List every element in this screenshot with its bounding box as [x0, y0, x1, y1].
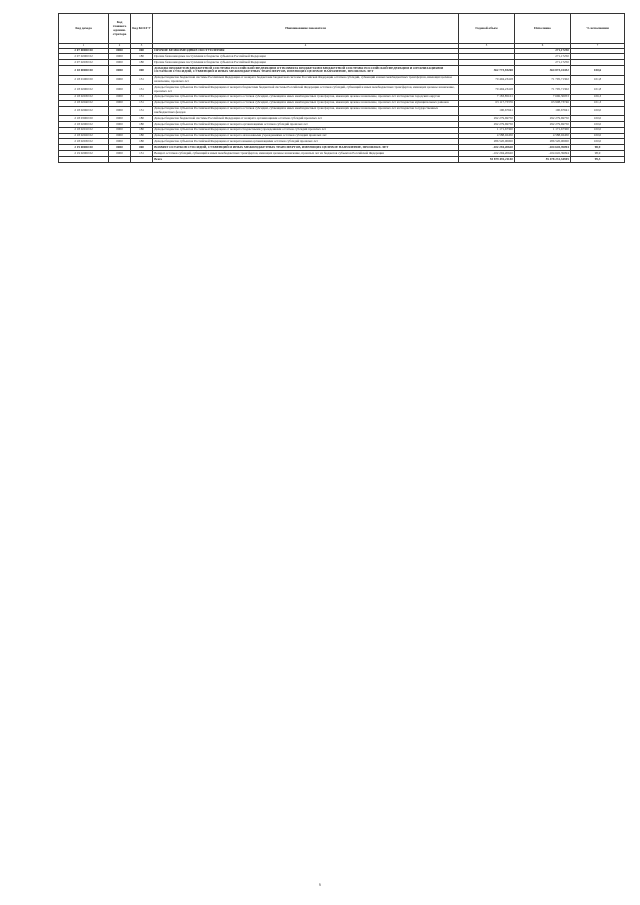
total-empty-cell: [131, 157, 153, 163]
cell-percent: 106,3: [571, 94, 625, 100]
header-income-code: Код дохода: [59, 14, 109, 44]
cell-annual: 286 520,00000: [459, 139, 515, 145]
cell-income-code: 2 18 02030 02: [59, 139, 109, 145]
total-executed: 55 478 231,34945: [515, 157, 571, 163]
cell-admin-code: 0000: [109, 85, 131, 95]
cell-name: Доходы бюджетов бюджетной системы Российской Федерации от возврата организациями остатков субсидий прошлых лет: [153, 116, 459, 122]
cell-kosgu: 180: [131, 139, 153, 145]
cell-kosgu: 000: [131, 66, 153, 76]
cell-annual: 63 117,73376: [459, 100, 515, 106]
column-number: 3: [131, 44, 153, 48]
header-name: Наименование показателя: [153, 14, 459, 44]
cell-annual: 190,67941: [459, 106, 515, 116]
cell-admin-code: 0000: [109, 100, 131, 106]
cell-income-code: 2 07 02030 02: [59, 60, 109, 66]
cell-executed: 292 279,69750: [515, 116, 571, 122]
header-annual: Годовой объем: [459, 14, 515, 44]
column-number: 5: [459, 44, 515, 48]
cell-name: ПРОЧИЕ БЕЗВОЗМЕЗДНЫЕ ПОСТУПЛЕНИЯ: [153, 48, 459, 54]
table-header-row: [59, 14, 625, 44]
cell-executed: 271,17250: [515, 60, 571, 66]
column-number: 4: [153, 44, 459, 48]
column-number: 6: [515, 44, 571, 48]
cell-name: Доходы бюджетов бюджетной системы Российской Федерации от возврата бюджетами бюджетной системы Российской Федерации остатков субсидий, субвенций и иных межбюджетных трансфертов, имеющих целевое назначение, прошлых лет: [153, 75, 459, 85]
cell-name: Возврат остатков субсидий, субвенций и иных межбюджетных трансфертов, имеющих целевое назначение, прошлых лет из бюджетов субъектов Российской Федерации: [153, 151, 459, 157]
cell-percent: 100,0: [571, 139, 625, 145]
cell-annual: 70 494,23418: [459, 75, 515, 85]
cell-income-code: 2 18 02020 02: [59, 133, 109, 139]
cell-name: Доходы бюджетов субъектов Российской Федерации от возврата остатков субсидий, субвенций и иных межбюджетных трансфертов, имеющих целевое назначение, прошлых лет из бюджетов государственных внебюджетных фондов: [153, 106, 459, 116]
cell-percent: 101,3: [571, 100, 625, 106]
cell-admin-code: 0000: [109, 75, 131, 85]
cell-admin-code: 0000: [109, 145, 131, 151]
cell-admin-code: 0000: [109, 133, 131, 139]
cell-admin-code: 0000: [109, 139, 131, 145]
cell-income-code: 2 18 02000 02: [59, 85, 109, 95]
cell-income-code: 2 18 03000 00: [59, 116, 109, 122]
cell-income-code: 2 18 02040 02: [59, 100, 109, 106]
cell-percent: 101,8: [571, 75, 625, 85]
cell-executed: 271,17250: [515, 48, 571, 54]
cell-admin-code: 0000: [109, 94, 131, 100]
cell-admin-code: 0000: [109, 48, 131, 54]
cell-income-code: 2 18 01000 00: [59, 75, 109, 85]
total-annual: 55 879 491,21140: [459, 157, 515, 163]
cell-executed: -104 645,39094: [515, 145, 571, 151]
cell-admin-code: 0000: [109, 54, 131, 60]
cell-annual: 1 171,67300: [459, 127, 515, 133]
cell-executed: 1 171,67300: [515, 127, 571, 133]
cell-percent: 100,0: [571, 133, 625, 139]
header-percent: % исполнения: [571, 14, 625, 44]
cell-percent: 98,9: [571, 145, 625, 151]
cell-annual: 7 183,85101: [459, 94, 515, 100]
cell-kosgu: 180: [131, 121, 153, 127]
cell-income-code: 2 19 02000 02: [59, 151, 109, 157]
cell-name: ВОЗВРАТ ОСТАТКОВ СУБСИДИЙ, СУБВЕНЦИЙ И ИНЫХ МЕЖБЮДЖЕТНЫХ ТРАНСФЕРТОВ, ИМЕЮЩИХ ЦЕЛЕВОЕ НАЗНАЧЕНИЕ, ПРОШЛЫХ ЛЕТ: [153, 145, 459, 151]
cell-kosgu: 180: [131, 133, 153, 139]
cell-kosgu: 151: [131, 94, 153, 100]
cell-executed: 190,67941: [515, 106, 571, 116]
cell-executed: 63 908,73746: [515, 100, 571, 106]
cell-annual: 292 279,69750: [459, 121, 515, 127]
cell-kosgu: 151: [131, 106, 153, 116]
cell-percent: 100,0: [571, 106, 625, 116]
cell-admin-code: 0000: [109, 121, 131, 127]
column-number: 7: [571, 44, 625, 48]
cell-name: Доходы бюджетов субъектов Российской Федерации от возврата организациями остатков субсидий прошлых лет: [153, 121, 459, 127]
cell-kosgu: 151: [131, 100, 153, 106]
cell-income-code: 2 18 02000 02: [59, 121, 109, 127]
cell-name: Доходы бюджетов субъектов Российской Федерации от возврата остатков субсидий, субвенций и иных межбюджетных трансфертов, имеющих целевое назначение, прошлых лет из бюджетов муниципальных районов: [153, 100, 459, 106]
cell-kosgu: 180: [131, 60, 153, 66]
cell-name: Прочие безвозмездные поступления в бюджеты субъектов Российской Федерации: [153, 60, 459, 66]
cell-kosgu: 180: [131, 116, 153, 122]
total-row: [59, 157, 625, 163]
cell-admin-code: 0000: [109, 116, 131, 122]
table-body: [59, 48, 625, 156]
cell-kosgu: 151: [131, 151, 153, 157]
header-admin-code: Код главного админи-стратора: [109, 14, 131, 44]
cell-annual: 70 494,23418: [459, 85, 515, 95]
cell-kosgu: 000: [131, 48, 153, 54]
cell-kosgu: 180: [131, 127, 153, 133]
page-number: 6: [319, 882, 321, 887]
cell-admin-code: 0000: [109, 60, 131, 66]
cell-annual: -102 294,20620: [459, 145, 515, 151]
cell-percent: 100,0: [571, 127, 625, 133]
cell-income-code: 2 18 02060 02: [59, 106, 109, 116]
cell-percent: 98,9: [571, 151, 625, 157]
cell-executed: 4 588,02450: [515, 133, 571, 139]
cell-admin-code: 0000: [109, 66, 131, 76]
cell-percent: 100,0: [571, 121, 625, 127]
cell-income-code: 2 07 00000 00: [59, 48, 109, 54]
cell-percent: 100,6: [571, 66, 625, 76]
cell-annual: 292 279,69750: [459, 116, 515, 122]
cell-admin-code: 0000: [109, 151, 131, 157]
cell-name: ДОХОДЫ БЮДЖЕТОВ БЮДЖЕТНОЙ СИСТЕМЫ РОССИЙСКОЙ ФЕДЕРАЦИИ ОТ ВОЗВРАТА БЮДЖЕТАМИ БЮДЖЕТНОЙ СИСТЕМЫ РОССИЙСКОЙ ФЕДЕРАЦИИ И ОРГАНИЗАЦИЯМИ ОСТАТКОВ СУБСИДИЙ, СУБВЕНЦИЙ И ИНЫХ МЕЖБЮДЖЕТНЫХ ТРАНСФЕРТОВ, ИМЕЮЩИХ ЦЕЛЕВОЕ НАЗНАЧЕНИЕ, ПРОШЛЫХ ЛЕТ: [153, 66, 459, 76]
column-number: 2: [109, 44, 131, 48]
cell-income-code: 2 18 02010 02: [59, 127, 109, 133]
cell-annual: 4 588,02450: [459, 133, 515, 139]
cell-annual: 362 773,93268: [459, 66, 515, 76]
cell-income-code: 2 19 00000 00: [59, 145, 109, 151]
cell-kosgu: 000: [131, 145, 153, 151]
cell-kosgu: 151: [131, 75, 153, 85]
cell-kosgu: 180: [131, 54, 153, 60]
total-empty-cell: [59, 157, 109, 163]
income-execution-table: [58, 13, 625, 163]
total-percent: 99,3: [571, 157, 625, 163]
cell-income-code: 2 18 02030 02: [59, 94, 109, 100]
cell-name: Прочие безвозмездные поступления в бюджеты субъектов Российской Федерации: [153, 54, 459, 60]
cell-executed: 7 696,30053: [515, 94, 571, 100]
cell-name: Доходы бюджетов субъектов Российской Федерации от возврата остатков субсидий, субвенций и иных межбюджетных трансфертов, имеющих целевое назначение, прошлых лет из бюджетов городских округов: [153, 94, 459, 100]
cell-executed: 71 795,71302: [515, 75, 571, 85]
total-label: Всего: [153, 157, 459, 163]
cell-executed: 292 279,69750: [515, 121, 571, 127]
cell-executed: -104 645,39094: [515, 151, 571, 157]
cell-percent: 100,0: [571, 116, 625, 122]
cell-income-code: 2 07 02000 02: [59, 54, 109, 60]
table-row: [59, 106, 625, 116]
cell-percent: 101,8: [571, 85, 625, 95]
cell-name: Доходы бюджетов субъектов Российской Федерации от возврата автономными учреждениями остатков субсидий прошлых лет: [153, 133, 459, 139]
report-page: [58, 13, 624, 163]
cell-name: Доходы бюджетов субъектов Российской Федерации от возврата иными организациями остатков субсидий прошлых лет: [153, 139, 459, 145]
table-row: [59, 85, 625, 95]
cell-executed: 271,17250: [515, 54, 571, 60]
column-number: 1: [59, 44, 109, 48]
cell-executed: 286 520,00000: [515, 139, 571, 145]
cell-name: Доходы бюджетов субъектов Российской Федерации от возврата бюджетными учреждениями остатков субсидий прошлых лет: [153, 127, 459, 133]
cell-executed: 71 795,71302: [515, 85, 571, 95]
cell-executed: 364 873,41452: [515, 66, 571, 76]
total-empty-cell: [109, 157, 131, 163]
cell-admin-code: 0000: [109, 106, 131, 116]
cell-admin-code: 0000: [109, 127, 131, 133]
header-kosgu: Код КОСГУ: [131, 14, 153, 44]
table-row: [59, 66, 625, 76]
header-executed: Исполнено: [515, 14, 571, 44]
cell-name: Доходы бюджетов субъектов Российской Федерации от возврата бюджетами бюджетной системы Российской Федерации остатков субсидий, субвенций и иных межбюджетных трансфертов, имеющих целевое назначение, прошлых лет: [153, 85, 459, 95]
table-row: [59, 75, 625, 85]
cell-kosgu: 151: [131, 85, 153, 95]
cell-income-code: 2 18 00000 00: [59, 66, 109, 76]
cell-annual: -102 294,20620: [459, 151, 515, 157]
